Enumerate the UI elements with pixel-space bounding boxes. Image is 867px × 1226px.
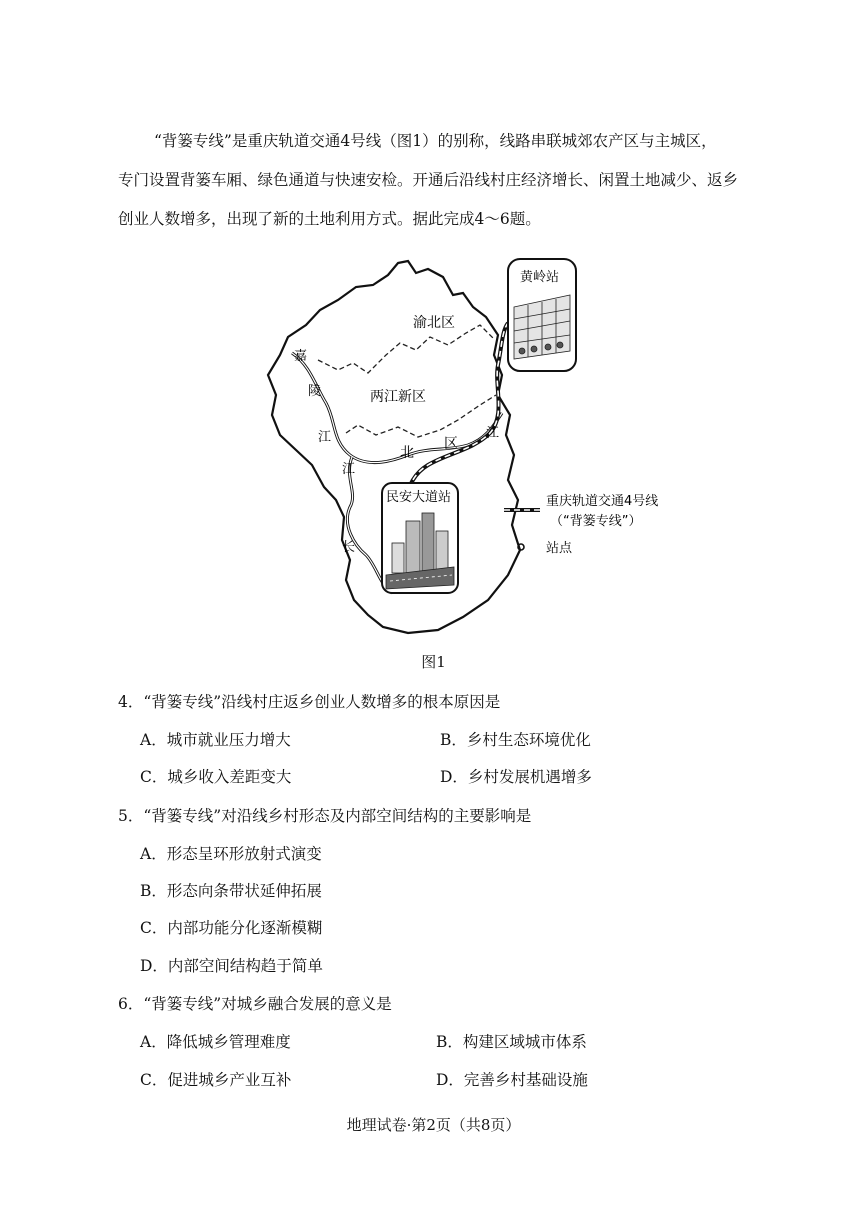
label-jia: 嘉	[294, 349, 308, 364]
question-6-option-c: C．促进城乡产业互补	[140, 1071, 292, 1089]
question-4-option-a: A．城市就业压力增大	[140, 731, 291, 749]
label-huangling: 黄岭站	[520, 270, 560, 285]
legend-line-sub: （“背篓专线”）	[550, 514, 642, 529]
question-5-option-a: A．形态呈环形放射式演变	[140, 845, 322, 863]
intro-line-1: “背篓专线”是重庆轨道交通4号线（图1）的别称，线路串联城郊农产区与主城区，	[154, 132, 717, 150]
label-yubei: 渝北区	[413, 315, 455, 331]
question-4-option-b: B．乡村生态环境优化	[440, 731, 591, 749]
label-bei: 北	[400, 445, 414, 461]
question-6-option-b: B．构建区域城市体系	[436, 1033, 587, 1051]
page-footer: 地理试卷·第2页（共8页）	[346, 1116, 521, 1134]
yubei-boundary	[318, 325, 494, 373]
huangling-station-inset	[508, 259, 576, 371]
figure-1-map	[258, 255, 678, 645]
intro-paragraph	[118, 122, 758, 239]
label-jiang-2: 江	[342, 462, 356, 477]
legend-line-label: 重庆轨道交通4号线	[546, 494, 659, 509]
label-jiang-3: 江	[486, 426, 500, 441]
label-jiang-1: 江	[318, 430, 332, 445]
label-ling: 陵	[308, 384, 322, 399]
map-legend	[504, 493, 658, 556]
label-liangjiang: 两江新区	[370, 389, 426, 405]
figure-caption: 图1	[421, 653, 446, 671]
question-6-option-a: A．降低城乡管理难度	[140, 1033, 291, 1051]
question-4-option-d: D．乡村发展机遇增多	[440, 768, 592, 786]
map-svg	[258, 255, 678, 645]
question-4-stem: 4．“背篓专线”沿线村庄返乡创业人数增多的根本原因是	[118, 693, 501, 711]
label-qu: 区	[444, 436, 458, 452]
question-5-option-c: C．内部功能分化逐渐模糊	[140, 919, 323, 937]
intro-line-3: 创业人数增多，出现了新的土地利用方式。据此完成4～6题。	[118, 210, 541, 228]
question-5-option-b: B．形态向条带状延伸拓展	[140, 882, 322, 900]
label-chang: 长	[342, 540, 356, 555]
question-5-stem: 5．“背篓专线”对沿线乡村形态及内部空间结构的主要影响是	[118, 807, 532, 825]
legend-station-label: 站点	[546, 541, 573, 556]
question-4-option-c: C．城乡收入差距变大	[140, 768, 292, 786]
label-minan: 民安大道站	[386, 490, 452, 505]
intro-line-2: 专门设置背篓车厢、绿色通道与快速安检。开通后沿线村庄经济增长、闲置土地减少、返乡	[118, 171, 739, 189]
question-6-stem: 6．“背篓专线”对城乡融合发展的意义是	[118, 995, 392, 1013]
question-5-option-d: D．内部空间结构趋于简单	[140, 957, 323, 975]
question-6-option-d: D．完善乡村基础设施	[436, 1071, 588, 1089]
minan-station-inset	[382, 483, 458, 593]
